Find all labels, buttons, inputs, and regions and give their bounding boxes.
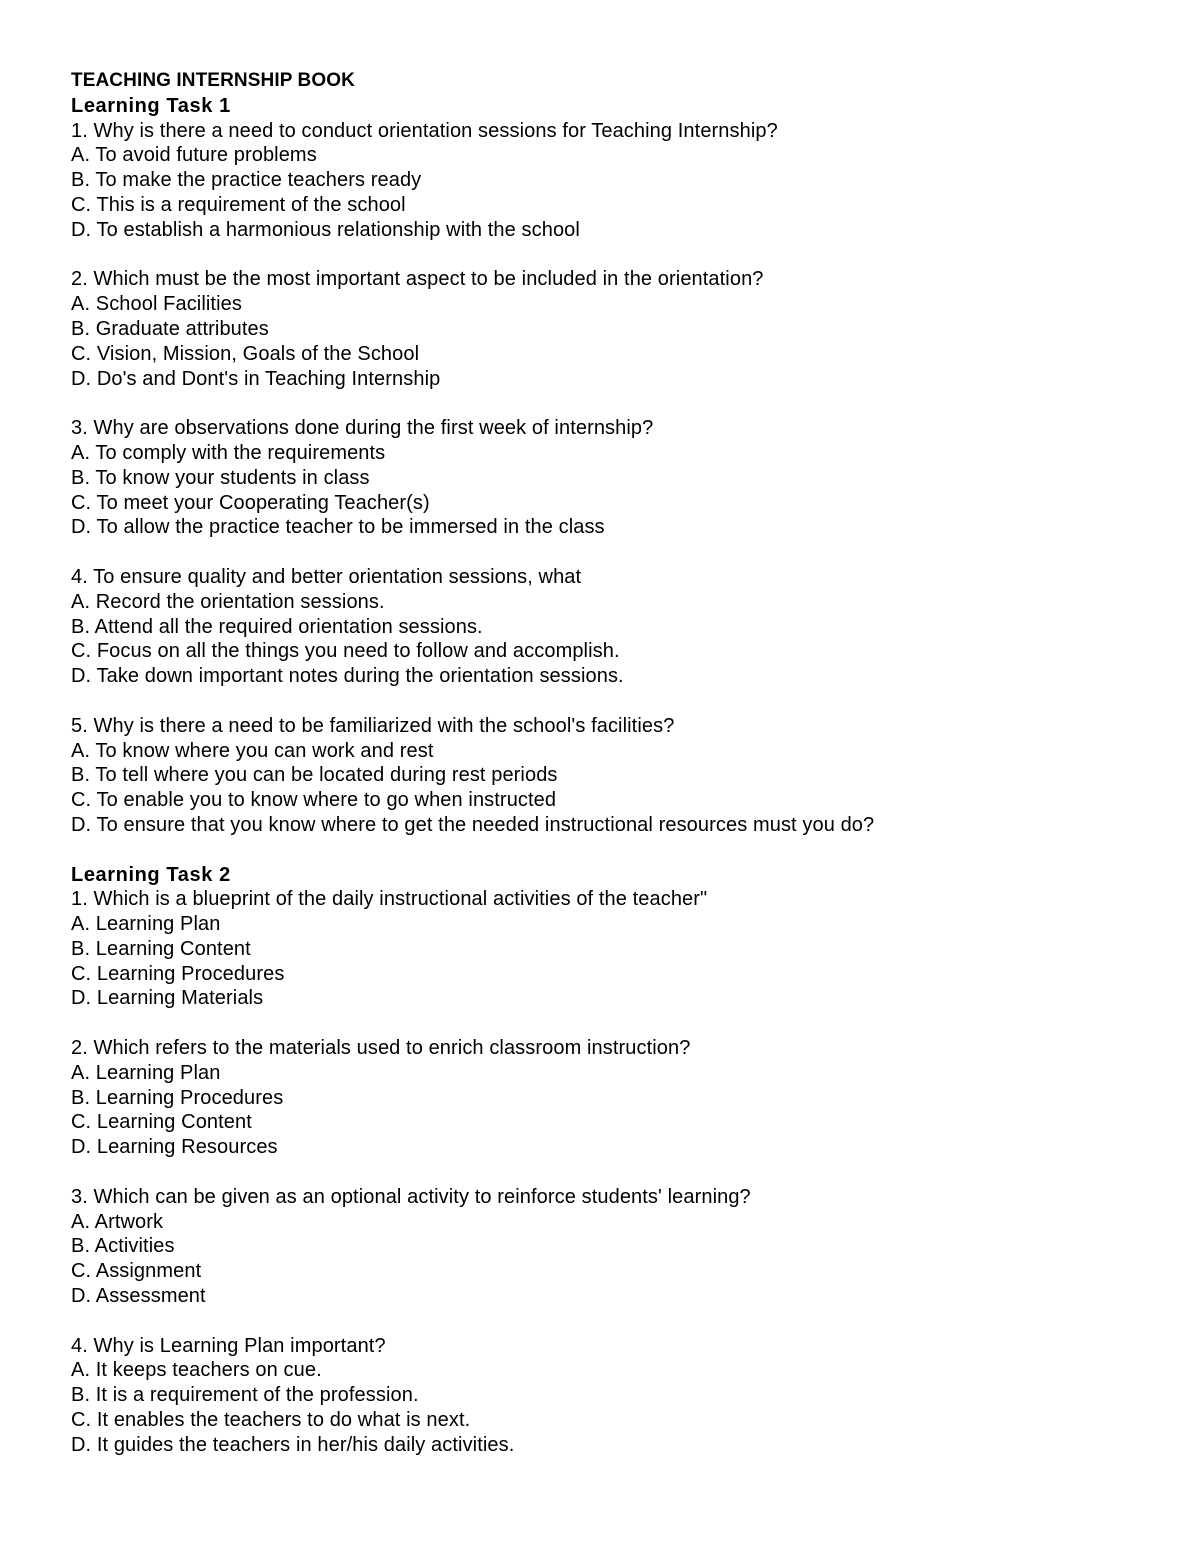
question-block <box>71 416 1161 540</box>
question-text: 3. Why are observations done during the first week of internship? <box>71 417 654 440</box>
answer-option: D. It guides the teachers in her/his daily activities. <box>71 1433 515 1456</box>
answer-option: B. To know your students in class <box>71 466 370 489</box>
answer-option: C. Learning Content <box>71 1111 252 1134</box>
answer-option: C. To meet your Cooperating Teacher(s) <box>71 491 430 514</box>
question-text: 1. Why is there a need to conduct orientation sessions for Teaching Internship? <box>71 119 778 142</box>
answer-option: A. To avoid future problems <box>71 144 317 167</box>
question-block <box>71 1185 1161 1309</box>
answer-option: C. Vision, Mission, Goals of the School <box>71 342 420 365</box>
answer-option: A. To know where you can work and rest <box>71 739 434 762</box>
learning-task-1 <box>71 94 1161 863</box>
spacer <box>71 689 1161 714</box>
question-text: 3. Which can be given as an optional activity to reinforce students' learning? <box>71 1185 751 1208</box>
answer-option: D. To ensure that you know where to get the needed instructional resources must you do? <box>71 813 875 836</box>
answer-option: B. It is a requirement of the profession. <box>71 1384 419 1407</box>
answer-option: D. To allow the practice teacher to be immersed in the class <box>71 516 605 539</box>
question-block <box>71 267 1161 391</box>
answer-option: D. Assessment <box>71 1285 206 1308</box>
document-title: TEACHING INTERNSHIP BOOK <box>71 70 355 91</box>
question-text: 2. Which refers to the materials used to enrich classroom instruction? <box>71 1037 691 1060</box>
task-heading: Learning Task 2 <box>71 863 231 886</box>
question-block <box>71 1036 1161 1160</box>
answer-option: B. Activities <box>71 1235 175 1258</box>
answer-option: D. To establish a harmonious relationship with the school <box>71 218 580 241</box>
question-block <box>71 714 1161 838</box>
answer-option: D. Take down important notes during the orientation sessions. <box>71 665 624 688</box>
answer-option: A. Record the orientation sessions. <box>71 590 385 613</box>
answer-option: A. School Facilities <box>71 293 242 316</box>
spacer <box>71 1011 1161 1036</box>
spacer <box>71 838 1161 863</box>
spacer <box>71 1309 1161 1334</box>
answer-option: B. Attend all the required orientation sessions. <box>71 615 483 638</box>
question-block <box>71 887 1161 1011</box>
answer-option: C. Assignment <box>71 1260 202 1283</box>
question-block <box>71 565 1161 689</box>
answer-option: C. To enable you to know where to go when instructed <box>71 789 557 812</box>
document-page <box>71 69 1161 1458</box>
spacer <box>71 1160 1161 1185</box>
question-block <box>71 1334 1161 1458</box>
learning-task-2 <box>71 863 1161 1458</box>
answer-option: A. Learning Plan <box>71 1061 221 1084</box>
answer-option: B. Graduate attributes <box>71 317 269 340</box>
answer-option: C. This is a requirement of the school <box>71 193 406 216</box>
answer-option: B. Learning Procedures <box>71 1086 284 1109</box>
answer-option: A. It keeps teachers on cue. <box>71 1359 322 1382</box>
answer-option: C. Focus on all the things you need to follow and accomplish. <box>71 640 620 663</box>
answer-option: D. Do's and Dont's in Teaching Internship <box>71 367 441 390</box>
answer-option: A. Artwork <box>71 1210 164 1233</box>
question-text: 4. Why is Learning Plan important? <box>71 1334 386 1357</box>
answer-option: A. Learning Plan <box>71 913 221 936</box>
answer-option: C. It enables the teachers to do what is next. <box>71 1409 471 1432</box>
task-heading: Learning Task 1 <box>71 94 231 117</box>
question-block <box>71 119 1161 243</box>
answer-option: D. Learning Resources <box>71 1136 278 1159</box>
answer-option: B. To make the practice teachers ready <box>71 169 422 192</box>
answer-option: A. To comply with the requirements <box>71 441 386 464</box>
spacer <box>71 540 1161 565</box>
answer-option: B. To tell where you can be located during rest periods <box>71 764 558 787</box>
question-text: 2. Which must be the most important aspect to be included in the orientation? <box>71 268 764 291</box>
spacer <box>71 243 1161 268</box>
question-text: 4. To ensure quality and better orientation sessions, what <box>71 565 582 588</box>
answer-option: B. Learning Content <box>71 937 251 960</box>
answer-option: D. Learning Materials <box>71 987 264 1010</box>
question-text: 1. Which is a blueprint of the daily instructional activities of the teacher" <box>71 888 708 911</box>
answer-option: C. Learning Procedures <box>71 962 285 985</box>
spacer <box>71 391 1161 416</box>
question-text: 5. Why is there a need to be familiarized with the school's facilities? <box>71 714 675 737</box>
